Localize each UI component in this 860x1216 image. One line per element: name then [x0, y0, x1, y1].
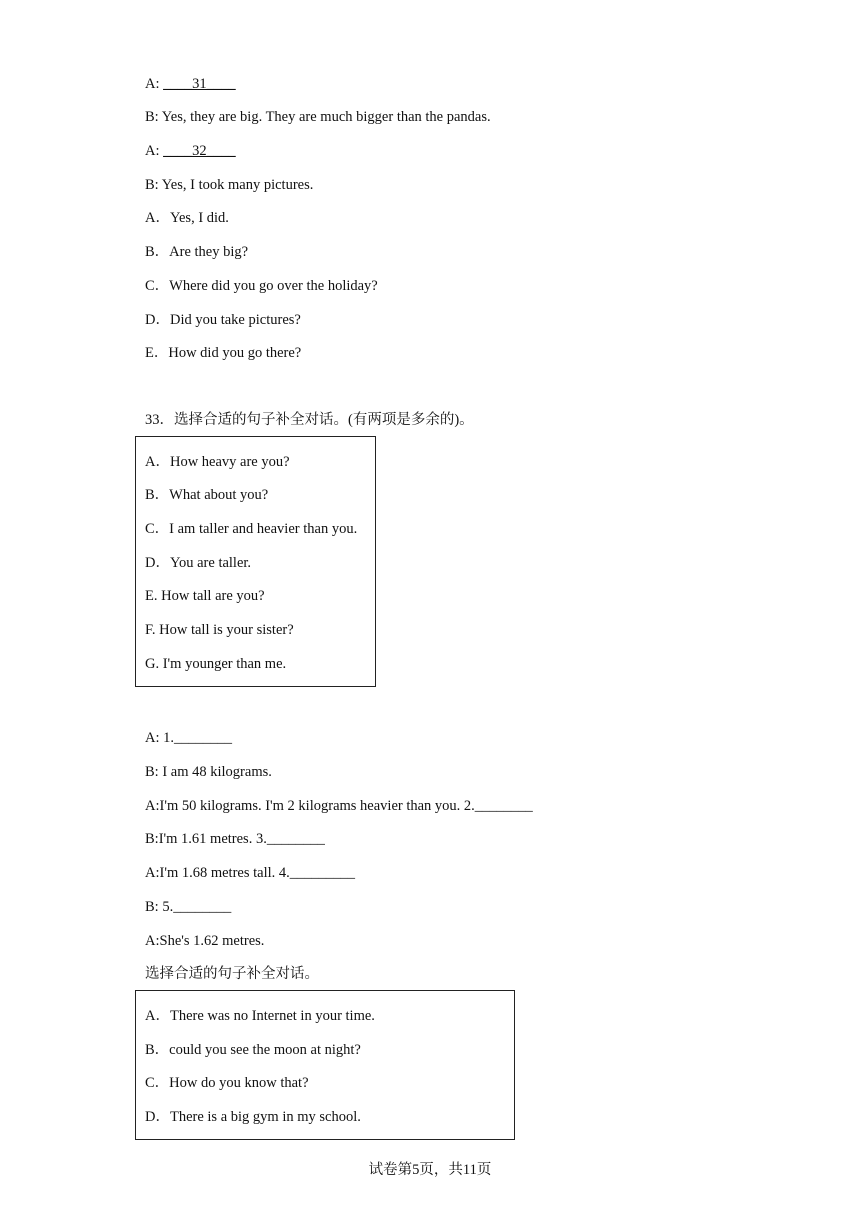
dialog-line: A:I'm 1.68 metres tall. 4._________ [145, 865, 356, 881]
answer-blank: ____31____ [163, 76, 236, 92]
dialog-line: A:I'm 50 kilograms. I'm 2 kilograms heavier than you. 2.________ [145, 798, 533, 814]
question-title: 选择合适的句子补全对话。 [145, 966, 319, 982]
options-box [135, 990, 515, 1140]
dialog-line: B: 5.________ [145, 899, 232, 915]
option-item: C．Where did you go over the holiday? [145, 278, 378, 294]
option-item: A．How heavy are you? [145, 454, 290, 470]
option-item: D．You are taller. [145, 555, 252, 571]
dialog-line: B: Yes, I took many pictures. [145, 177, 314, 193]
option-item: A．Yes, I did. [145, 210, 229, 226]
dialog-line: A: ____31____ [145, 76, 236, 92]
page-footer: 试卷第5页，共11页 [368, 1162, 492, 1178]
dialog-line: B: Yes, they are big. They are much bigger than the pandas. [145, 109, 491, 125]
option-item: B．What about you? [145, 487, 269, 503]
dialog-line: B:I'm 1.61 metres. 3.________ [145, 831, 325, 847]
options-box [135, 436, 376, 687]
option-item: A．There was no Internet in your time. [145, 1008, 375, 1024]
option-item: E. How tall are you? [145, 588, 265, 604]
question-title: 33．选择合适的句子补全对话。(有两项是多余的)。 [145, 412, 474, 428]
option-item: D．Did you take pictures? [145, 312, 301, 328]
option-item: E．How did you go there? [145, 345, 302, 361]
option-item: D．There is a big gym in my school. [145, 1109, 361, 1125]
dialog-line: A:She's 1.62 metres. [145, 933, 265, 949]
option-item: G. I'm younger than me. [145, 656, 287, 672]
option-item: B．Are they big? [145, 244, 249, 260]
dialog-line: A: 1.________ [145, 730, 232, 746]
option-item: F. How tall is your sister? [145, 622, 294, 638]
option-item: C．I am taller and heavier than you. [145, 521, 358, 537]
dialog-line: A: ____32____ [145, 143, 236, 159]
dialog-line: B: I am 48 kilograms. [145, 764, 272, 780]
option-item: B．could you see the moon at night? [145, 1042, 361, 1058]
answer-blank: ____32____ [163, 143, 236, 159]
option-item: C．How do you know that? [145, 1075, 309, 1091]
